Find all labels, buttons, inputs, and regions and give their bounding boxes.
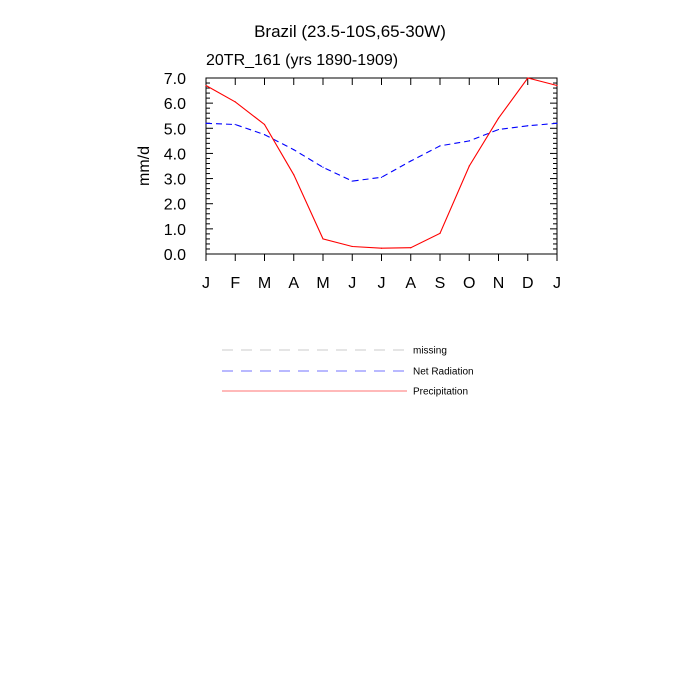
legend-label: Precipitation: [413, 386, 469, 398]
data-point: [352, 246, 353, 247]
x-tick-label: F: [230, 275, 241, 292]
data-point: [556, 123, 557, 124]
data-point: [381, 177, 382, 178]
y-tick-label: 0.0: [163, 247, 186, 264]
x-tick-label: J: [348, 275, 357, 292]
data-point: [469, 165, 470, 166]
data-point: [381, 248, 382, 249]
x-tick-label: M: [316, 275, 330, 292]
axis-ticks: [206, 78, 557, 261]
data-point: [527, 77, 528, 78]
series-line-net-radiation: [206, 123, 557, 181]
data-point: [410, 247, 411, 248]
y-tick-label: 4.0: [163, 146, 186, 164]
x-tick-label: J: [202, 275, 210, 292]
y-tick-label: 5.0: [163, 121, 186, 139]
data-point: [498, 118, 499, 119]
legend: [222, 346, 474, 398]
legend-label: Net Radiation: [413, 366, 474, 378]
chart-subtitle: 20TR_161 (yrs 1890-1909): [206, 52, 399, 69]
y-tick-label: 3.0: [163, 171, 186, 189]
data-point: [205, 85, 206, 86]
x-tick-label: O: [463, 275, 476, 292]
data-point: [556, 85, 557, 86]
data-point: [205, 123, 206, 124]
y-tick-label: 1.0: [163, 221, 186, 239]
data-point: [264, 124, 265, 125]
y-tick-label: 7.0: [163, 71, 186, 88]
data-point: [235, 124, 236, 125]
x-tick-label: J: [377, 275, 386, 292]
plot-frame: [206, 78, 557, 254]
data-point: [293, 149, 294, 150]
x-tick-label: N: [492, 275, 505, 292]
series-lines: [205, 77, 557, 248]
data-point: [322, 238, 323, 239]
y-tick-label: 6.0: [163, 96, 186, 114]
x-tick-label: A: [288, 275, 300, 292]
data-point: [235, 101, 236, 102]
x-tick-label: D: [521, 275, 534, 292]
data-point: [469, 140, 470, 141]
data-point: [527, 125, 528, 126]
chart-title: Brazil (23.5-10S,65-30W): [254, 22, 446, 41]
x-tick-label: A: [405, 275, 417, 292]
data-point: [322, 167, 323, 168]
data-point: [498, 129, 499, 130]
data-point: [439, 145, 440, 146]
data-point: [293, 174, 294, 175]
x-tick-label: J: [553, 275, 561, 292]
data-point: [410, 160, 411, 161]
y-tick-label: 2.0: [163, 196, 186, 214]
x-tick-label: M: [257, 275, 272, 292]
data-point: [352, 180, 353, 181]
y-tick-labels: [164, 71, 186, 264]
data-point: [264, 134, 265, 135]
x-tick-label: S: [434, 275, 446, 292]
series-line-precipitation: [206, 78, 557, 248]
legend-label: missing: [413, 345, 447, 357]
data-point: [439, 233, 440, 234]
x-tick-labels: [202, 275, 561, 292]
y-axis-label: mm/d: [136, 146, 153, 186]
